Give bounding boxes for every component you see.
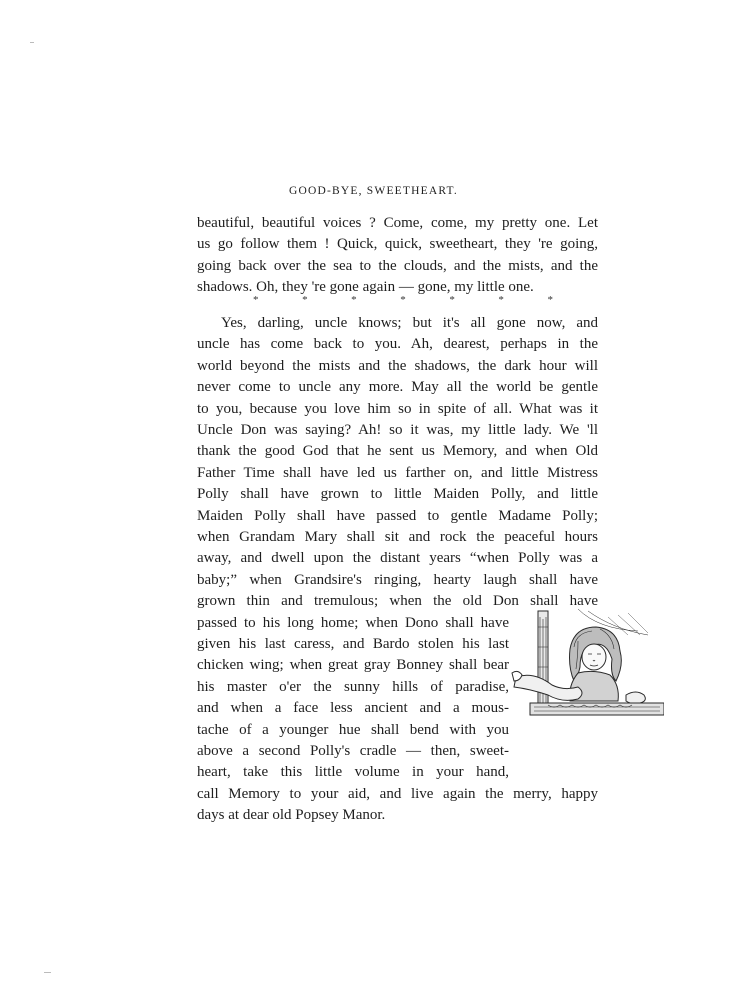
text-line: Yes, darling, uncle knows; but it's all gone now, and xyxy=(221,315,598,331)
margin-mark xyxy=(44,972,51,973)
text-line: baby;” when Grandsire's ringing, hearty laugh shall have xyxy=(197,571,598,588)
separator-star: * xyxy=(253,294,259,306)
text-line: Maiden Polly shall have passed to gentle Madame Polly; xyxy=(197,507,598,524)
text-line: chicken wing; when great gray Bonney shall bear xyxy=(197,657,509,674)
text-line: Uncle Don was saying? Ah! so it was, my little lady. We 'll xyxy=(197,422,598,438)
separator-star: * xyxy=(351,294,357,306)
text-line: world beyond the mists and the shadows, the dark hour will xyxy=(197,357,598,374)
text-line: beautiful, beautiful voices ? Come, come, my pretty one. Let xyxy=(197,215,598,231)
text-line: tache of a younger hue shall bend with you xyxy=(197,721,509,738)
section-separator xyxy=(197,294,553,306)
text-line: shadows. Oh, they 're gone again — gone, my little one. xyxy=(197,279,534,296)
text-line: Polly shall have grown to little Maiden Polly, and little xyxy=(197,486,598,503)
running-head: GOOD-BYE, SWEETHEART. xyxy=(289,185,458,197)
text-line: above a second Polly's cradle — then, sweet- xyxy=(197,743,509,759)
text-line: going back over the sea to the clouds, and the mists, and the xyxy=(197,257,598,274)
text-line: heart, take this little volume in your hand, xyxy=(197,764,509,781)
text-line: his master o'er the sunny hills of paradise, xyxy=(197,678,509,695)
separator-star: * xyxy=(547,294,553,306)
text-line: away, and dwell upon the distant years “when Polly was a xyxy=(197,550,598,567)
text-line: thank the good God that he sent us Memory, and when Old xyxy=(197,443,598,460)
text-line: and when a face less ancient and a mous- xyxy=(197,700,509,717)
text-line: when Grandam Mary shall sit and rock the peaceful hours xyxy=(197,529,598,545)
text-line: uncle has come back to you. Ah, dearest, perhaps in the xyxy=(197,336,598,353)
text-line: given his last caress, and Bardo stolen his last xyxy=(197,636,509,652)
separator-star: * xyxy=(498,294,504,306)
separator-star: * xyxy=(302,294,308,306)
text-line: never come to uncle any more. May all the world be gentle xyxy=(197,379,598,396)
text-line: Father Time shall have led us farther on, and little Mistress xyxy=(197,464,598,481)
separator-star: * xyxy=(400,294,406,306)
text-line: call Memory to your aid, and live again the merry, happy xyxy=(197,785,598,802)
separator-star: * xyxy=(449,294,455,306)
text-line: grown thin and tremulous; when the old Don shall have xyxy=(197,593,598,610)
text-line: days at dear old Popsey Manor. xyxy=(197,807,386,824)
text-line: passed to his long home; when Dono shall have xyxy=(197,614,509,631)
margin-mark xyxy=(30,42,34,43)
child-at-window-engraving-icon xyxy=(508,607,664,729)
text-line: us go follow them ! Quick, quick, sweetheart, they 're going, xyxy=(197,236,598,253)
text-line: to you, because you love him so in spite of all. What was it xyxy=(197,400,598,417)
